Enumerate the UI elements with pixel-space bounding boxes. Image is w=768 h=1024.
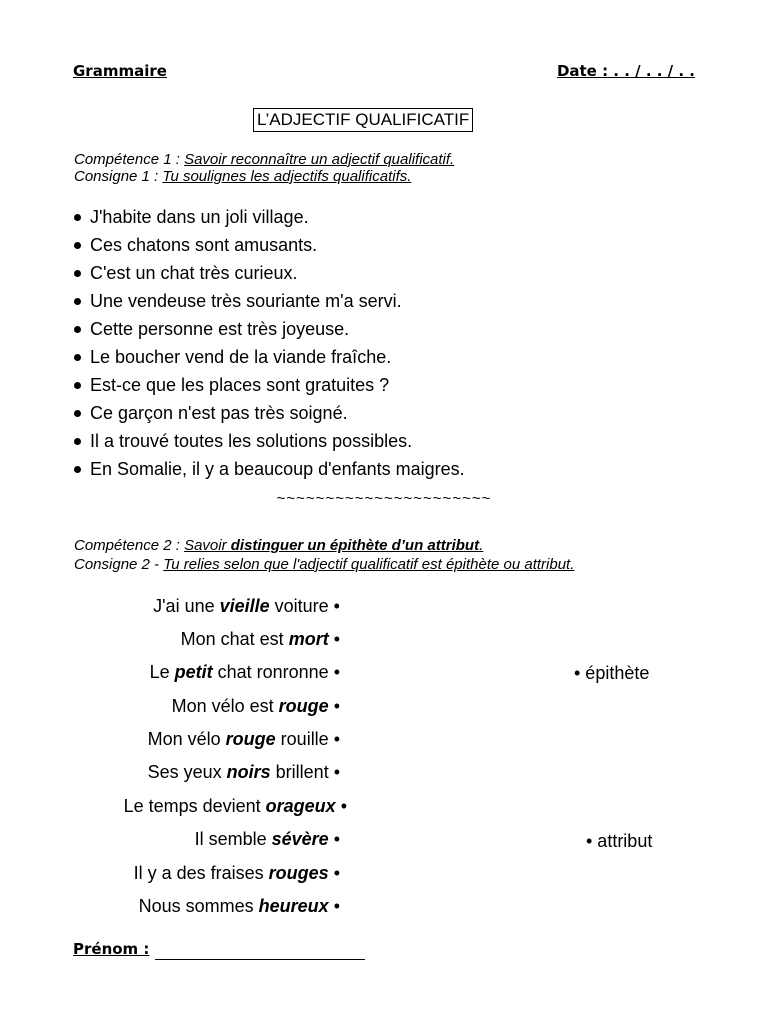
matching-item[interactable] xyxy=(181,623,340,656)
item-text-before: Le temps devient xyxy=(123,796,266,816)
item-text-before: Il semble xyxy=(194,829,272,849)
sentence-text: Ces chatons sont amusants. xyxy=(90,235,318,255)
list-item xyxy=(74,203,465,231)
bullet-icon xyxy=(74,270,81,277)
consigne-1 xyxy=(74,168,411,185)
bullet-icon xyxy=(74,438,81,445)
item-adjective: sévère xyxy=(271,829,329,849)
item-adjective: rouges xyxy=(268,863,329,883)
item-text-after: • xyxy=(328,829,340,849)
prenom-field xyxy=(73,940,149,958)
prenom-input-line[interactable] xyxy=(155,959,365,960)
item-text-before: Nous sommes xyxy=(138,896,259,916)
consigne-2-text: Tu relies selon que l'adjectif qualificatif est épithète ou attribut. xyxy=(163,556,575,573)
list-item xyxy=(74,231,465,259)
competence-1-text: Savoir reconnaître un adjectif qualificatif. xyxy=(184,151,455,168)
sentence-text: En Somalie, il y a beaucoup d'enfants maigres. xyxy=(90,459,465,479)
item-text-after: brillent • xyxy=(270,762,340,782)
date-field: Date : . . / . . / . . xyxy=(556,62,695,80)
item-text-before: Il y a des fraises xyxy=(133,863,269,883)
item-adjective: heureux xyxy=(258,896,329,916)
matching-item[interactable] xyxy=(134,857,340,890)
list-item xyxy=(74,259,465,287)
sentence-text: Il a trouvé toutes les solutions possibles. xyxy=(90,431,413,451)
item-text-after: • xyxy=(328,896,340,916)
subject-heading: Grammaire xyxy=(73,62,167,80)
item-adjective: vieille xyxy=(219,596,270,616)
section-separator: ~~~~~~~~~~~~~~~~~~~~~~ xyxy=(276,490,492,507)
item-text-after: • xyxy=(328,863,340,883)
sentence-text: Le boucher vend de la viande fraîche. xyxy=(90,347,392,367)
consigne-1-prefix: Consigne 1 : xyxy=(74,168,163,185)
item-adjective: orageux xyxy=(265,796,336,816)
list-item xyxy=(74,371,465,399)
matching-item[interactable] xyxy=(124,790,347,823)
item-adjective: rouge xyxy=(225,729,276,749)
sentence-text: Cette personne est très joyeuse. xyxy=(90,319,350,339)
competence-1 xyxy=(74,151,454,168)
item-text-before: Le xyxy=(149,662,175,682)
item-text-before: Ses yeux xyxy=(147,762,227,782)
competence-2-prefix: Compétence 2 : xyxy=(74,537,185,554)
list-item xyxy=(74,315,465,343)
matching-item[interactable] xyxy=(139,890,340,923)
matching-item[interactable] xyxy=(150,656,340,689)
item-text-before: Mon vélo xyxy=(147,729,226,749)
item-text-before: Mon chat est xyxy=(180,629,289,649)
bullet-icon xyxy=(74,410,81,417)
matching-item[interactable] xyxy=(148,723,340,756)
item-adjective: noirs xyxy=(226,762,271,782)
list-item xyxy=(74,287,465,315)
item-text-after: • xyxy=(328,629,340,649)
sentence-text: Une vendeuse très souriante m'a servi. xyxy=(90,291,402,311)
item-adjective: rouge xyxy=(278,696,329,716)
competence-2-word: Savoir xyxy=(184,537,231,554)
competence-2 xyxy=(74,537,483,554)
list-item xyxy=(74,399,465,427)
sentence-list xyxy=(74,203,465,483)
matching-item[interactable] xyxy=(195,823,340,856)
bullet-icon xyxy=(74,242,81,249)
list-item xyxy=(74,343,465,371)
consigne-2-prefix: Consigne 2 - xyxy=(74,556,164,573)
item-adjective: mort xyxy=(288,629,329,649)
bullet-icon xyxy=(74,298,81,305)
item-text-after: voiture • xyxy=(269,596,340,616)
competence-2-bold: distinguer un épithète d’un attribut xyxy=(230,537,480,554)
list-item xyxy=(74,427,465,455)
competence-2-end: . xyxy=(479,537,484,554)
sentence-text: Est-ce que les places sont gratuites ? xyxy=(90,375,390,395)
bullet-icon xyxy=(74,354,81,361)
sentence-text: Ce garçon n'est pas très soigné. xyxy=(90,403,348,423)
sentence-text: J'habite dans un joli village. xyxy=(90,207,309,227)
competence-1-prefix: Compétence 1 : xyxy=(74,151,185,168)
item-text-after: • xyxy=(328,696,340,716)
matching-item[interactable] xyxy=(148,756,340,789)
bullet-icon xyxy=(74,466,81,473)
item-adjective: petit xyxy=(174,662,213,682)
worksheet-title: L’ADJECTIF QUALIFICATIF xyxy=(253,108,473,132)
target-epithete[interactable]: • épithète xyxy=(574,663,650,683)
prenom-label: Prénom : xyxy=(73,940,150,958)
bullet-icon xyxy=(74,326,81,333)
bullet-icon xyxy=(74,382,81,389)
matching-item[interactable] xyxy=(153,590,340,623)
item-text-before: J'ai une xyxy=(153,596,220,616)
list-item xyxy=(74,455,465,483)
item-text-before: Mon vélo est xyxy=(171,696,279,716)
target-attribut[interactable]: • attribut xyxy=(586,831,653,851)
matching-item[interactable] xyxy=(172,690,340,723)
item-text-after: • xyxy=(335,796,347,816)
sentence-text: C'est un chat très curieux. xyxy=(90,263,298,283)
consigne-2 xyxy=(74,556,574,573)
bullet-icon xyxy=(74,214,81,221)
item-text-after: rouille • xyxy=(275,729,340,749)
item-text-after: chat ronronne • xyxy=(212,662,340,682)
consigne-1-text: Tu soulignes les adjectifs qualificatifs. xyxy=(162,168,412,185)
